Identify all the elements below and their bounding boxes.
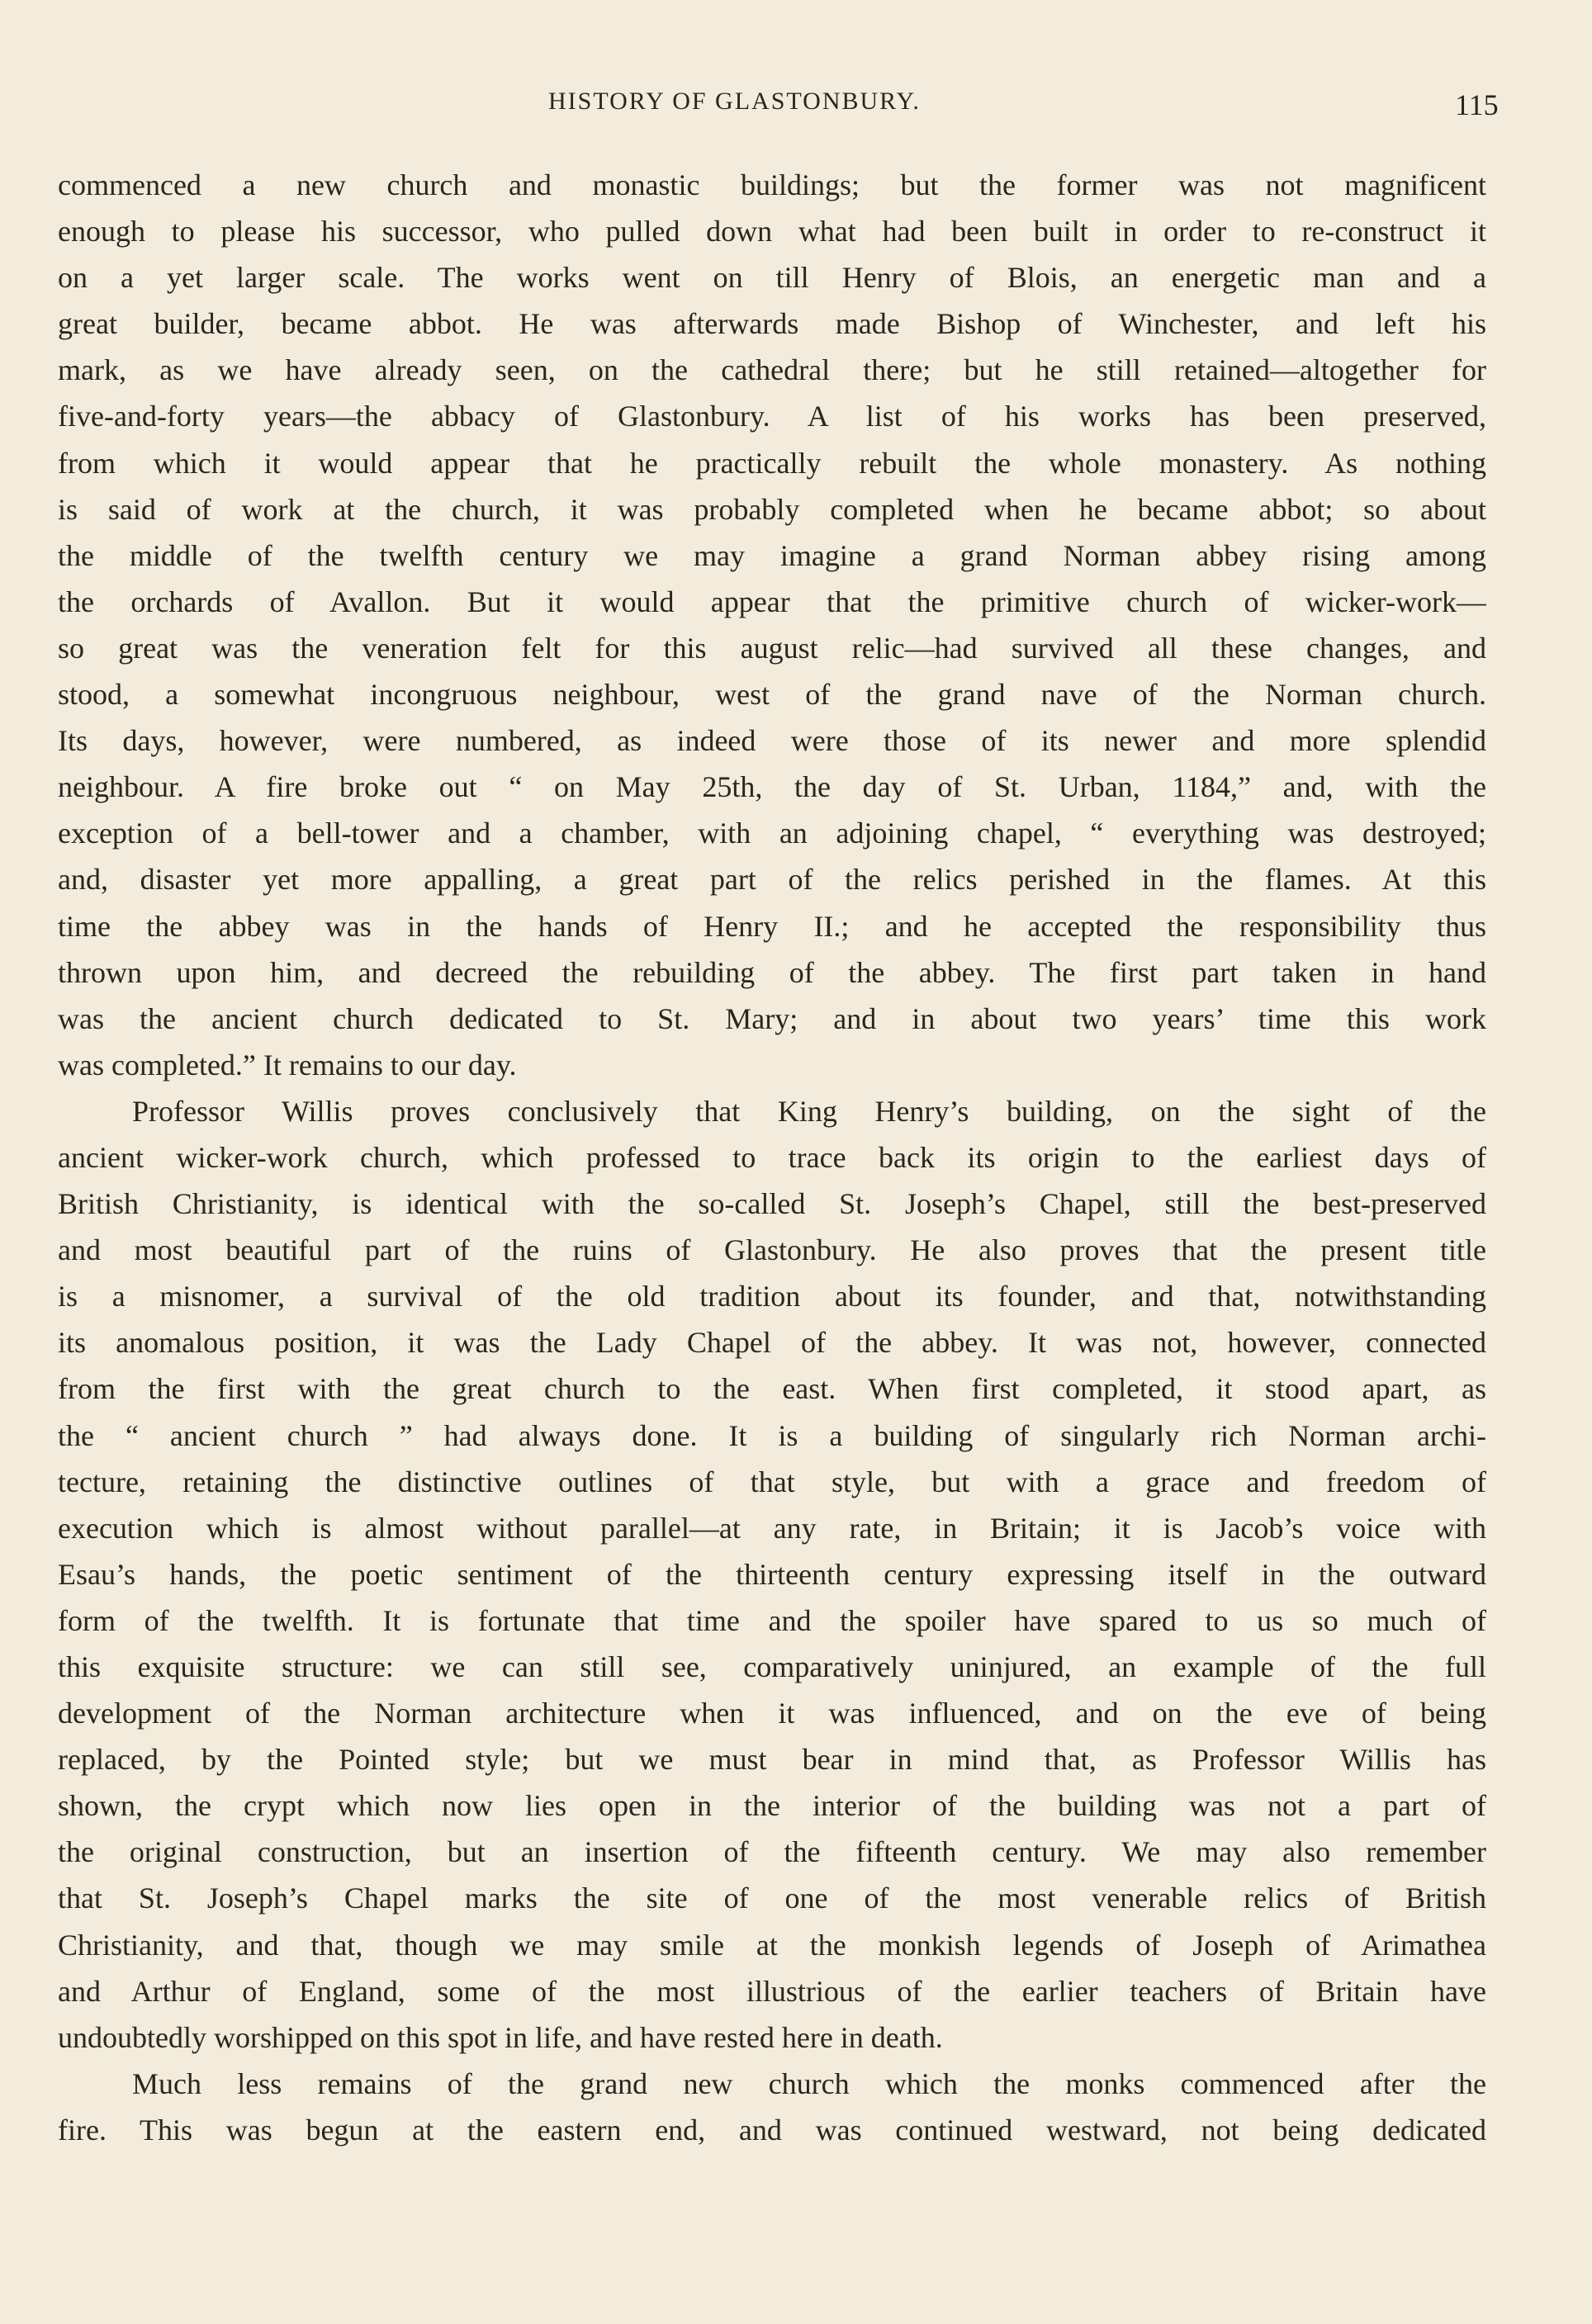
text-line: replaced, by the Pointed style; but we must bear in mind that, as Professor Willis has — [58, 1743, 1486, 1777]
text-line: stood, a somewhat incongruous neighbour, west of the grand nave of the Norman church. — [58, 678, 1486, 712]
text-line: neighbour. A fire broke out “ on May 25th, the day of St. Urban, 1184,” and, with the — [58, 770, 1486, 804]
text-line: from the first with the great church to the east. When first completed, it stood apart, as — [58, 1372, 1486, 1406]
text-line: and most beautiful part of the ruins of Glastonbury. He also proves that the present title — [58, 1233, 1486, 1267]
text-line: enough to please his successor, who pulled down what had been built in order to re-construct it — [58, 215, 1486, 248]
text-line: this exquisite structure: we can still see, comparatively uninjured, an example of the full — [58, 1650, 1486, 1683]
text-line: commenced a new church and monastic buildings; but the former was not magnificent — [58, 168, 1486, 201]
text-line: the original construction, but an insertion of the fifteenth century. We may also remember — [58, 1835, 1486, 1869]
text-line: thrown upon him, and decreed the rebuilding of the abbey. The first part taken in hand — [58, 955, 1486, 989]
text-line: ancient wicker-work church, which professed to trace back its origin to the earliest days of — [58, 1140, 1486, 1174]
text-line: the orchards of Avallon. But it would appear that the primitive church of wicker-work— — [58, 585, 1486, 618]
text-line: on a yet larger scale. The works went on till Henry of Blois, an energetic man and a — [58, 261, 1486, 295]
text-line: and Arthur of England, some of the most illustrious of the earlier teachers of Britain have — [58, 1974, 1486, 2008]
running-title: HISTORY OF GLASTONBURY. — [548, 88, 921, 115]
text-line: so great was the veneration felt for this august relic—had survived all these changes, and — [58, 631, 1486, 665]
paragraph — [58, 2061, 1486, 2153]
text-line: exception of a bell-tower and a chamber, with an adjoining chapel, “ everything was destroyed; — [58, 816, 1486, 850]
text-line: great builder, became abbot. He was afterwards made Bishop of Winchester, and left his — [58, 307, 1486, 341]
text-line: its anomalous position, it was the Lady Chapel of the abbey. It was not, however, connected — [58, 1326, 1486, 1360]
text-line: undoubtedly worshipped on this spot in life, and have rested here in death. — [58, 2020, 943, 2054]
text-line: Esau’s hands, the poetic sentiment of the thirteenth century expressing itself in the outward — [58, 1557, 1486, 1591]
paragraph — [58, 1088, 1486, 2061]
page-number: 115 — [1455, 88, 1499, 121]
body-text — [58, 162, 1486, 2153]
text-line: was completed.” It remains to our day. — [58, 1048, 517, 1082]
text-line: fire. This was begun at the eastern end, and was continued westward, not being dedicated — [58, 2113, 1486, 2147]
text-line: the “ ancient church ” had always done. It is a building of singularly rich Norman archi- — [58, 1418, 1486, 1452]
text-line: is a misnomer, a survival of the old tradition about its founder, and that, notwithstanding — [58, 1280, 1486, 1313]
text-line: tecture, retaining the distinctive outlines of that style, but with a grace and freedom of — [58, 1465, 1486, 1498]
text-line: and, disaster yet more appalling, a great part of the relics perished in the flames. At this — [58, 863, 1486, 897]
text-line: execution which is almost without parallel—at any rate, in Britain; it is Jacob’s voice with — [58, 1511, 1486, 1545]
paragraph — [58, 162, 1486, 1088]
text-line: time the abbey was in the hands of Henry II.; and he accepted the responsibility thus — [58, 909, 1486, 943]
text-line: shown, the crypt which now lies open in the interior of the building was not a part of — [58, 1789, 1486, 1823]
running-head — [0, 81, 1592, 122]
text-line: mark, as we have already seen, on the cathedral there; but he still retained—altogether for — [58, 353, 1486, 387]
text-line: is said of work at the church, it was probably completed when he became abbot; so about — [58, 492, 1486, 526]
text-line: Much less remains of the grand new church which the monks commenced after the — [132, 2066, 1486, 2100]
text-line: Christianity, and that, though we may smile at the monkish legends of Joseph of Arimathea — [58, 1928, 1486, 1962]
text-line: Its days, however, were numbered, as indeed were those of its newer and more splendid — [58, 724, 1486, 758]
text-line: form of the twelfth. It is fortunate that time and the spoiler have spared to us so much of — [58, 1603, 1486, 1637]
text-line: was the ancient church dedicated to St. Mary; and in about two years’ time this work — [58, 1001, 1486, 1035]
text-line: the middle of the twelfth century we may imagine a grand Norman abbey rising among — [58, 538, 1486, 572]
text-line: from which it would appear that he practically rebuilt the whole monastery. As nothing — [58, 446, 1486, 480]
text-line: five-and-forty years—the abbacy of Glastonbury. A list of his works has been preserved, — [58, 400, 1486, 433]
text-line: British Christianity, is identical with the so-called St. Joseph’s Chapel, still the best-preserved — [58, 1187, 1486, 1221]
text-line: Professor Willis proves conclusively that King Henry’s building, on the sight of the — [132, 1094, 1486, 1128]
text-line: that St. Joseph’s Chapel marks the site of one of the most venerable relics of British — [58, 1881, 1486, 1915]
text-line: development of the Norman architecture when it was influenced, and on the eve of being — [58, 1697, 1486, 1730]
